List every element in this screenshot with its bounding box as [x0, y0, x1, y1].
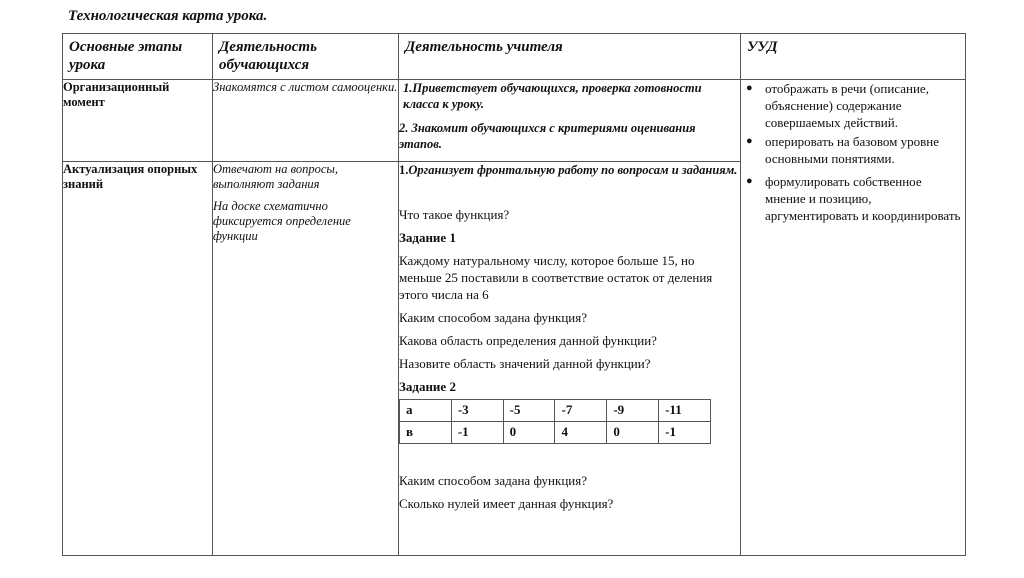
table-cell: -11	[659, 400, 711, 422]
list-item: ● оперировать на базовом уровне основными понятиями.	[746, 134, 940, 166]
table-cell: -9	[607, 400, 659, 422]
teacher-activity-1	[399, 80, 741, 162]
uud-list	[741, 80, 965, 224]
header-teacher-activity: Деятельность учителя	[399, 34, 741, 80]
teacher-point-2: 2. Знакомит обучающихся с критериями оценивания этапов.	[399, 121, 696, 151]
task1-label: Задание 1	[399, 230, 456, 245]
function-values-table	[399, 399, 711, 444]
list-item: ● формулировать собственное мнение и позицию, аргументировать и координировать	[746, 174, 961, 223]
question-what-is-function: Что такое функция?	[399, 207, 510, 222]
table-cell: -1	[451, 422, 503, 444]
document-title: Технологическая карта урока.	[68, 8, 268, 24]
table-cell: -7	[555, 400, 607, 422]
list-item: ● отображать в речи (описание, объяснение) содержание совершаемых действий.	[746, 81, 929, 130]
table-row	[400, 422, 711, 444]
table-cell: -5	[503, 400, 555, 422]
table-cell: 4	[555, 422, 607, 444]
header-student-activity: Деятельность обучающихся	[213, 34, 399, 80]
teacher-point-1: 1.Приветствует обучающихся, проверка готовности класса к уроку.	[403, 81, 702, 111]
header-uud: УУД	[741, 34, 966, 80]
bullet-icon: ●	[746, 135, 753, 147]
table-cell: а	[400, 400, 452, 422]
student-text-1: Отвечают на вопросы, выполняют задания	[213, 162, 339, 191]
question-4: Каким способом задана функция?	[399, 473, 587, 488]
lesson-map-table	[62, 33, 966, 556]
bullet-icon: ●	[746, 175, 753, 187]
student-activity-1: Знакомятся с листом самооценки.	[213, 80, 399, 162]
teacher-activity-2	[399, 162, 741, 556]
question-2: Какова область определения данной функции?	[399, 333, 657, 348]
stage-actualization: Актуализация опорных знаний	[63, 162, 213, 556]
bullet-icon: ●	[746, 82, 753, 94]
header-stages: Основные этапы урока	[63, 34, 213, 80]
question-5: Сколько нулей имеет данная функция?	[399, 496, 614, 511]
table-cell: 0	[503, 422, 555, 444]
uud-cell	[741, 80, 966, 556]
table-cell: -1	[659, 422, 711, 444]
table-cell: в	[400, 422, 452, 444]
student-activity-2	[213, 162, 399, 556]
question-1: Каким способом задана функция?	[399, 310, 587, 325]
student-text-2: На доске схематично фиксируется определение функции	[213, 199, 351, 243]
table-row	[400, 400, 711, 422]
teacher-intro: 1.Организует фронтальную работу по вопросам и заданиям.	[399, 163, 738, 177]
stage-organizational: Организационный момент	[63, 80, 213, 162]
table-cell: 0	[607, 422, 659, 444]
task2-label: Задание 2	[399, 379, 456, 394]
table-row	[63, 80, 966, 162]
table-cell: -3	[451, 400, 503, 422]
question-3: Назовите область значений данной функции?	[399, 356, 651, 371]
header-row	[63, 34, 966, 80]
task1-text: Каждому натуральному числу, которое больше 15, но меньше 25 поставили в соответствие остаток от деления этого числа на 6	[399, 253, 713, 302]
